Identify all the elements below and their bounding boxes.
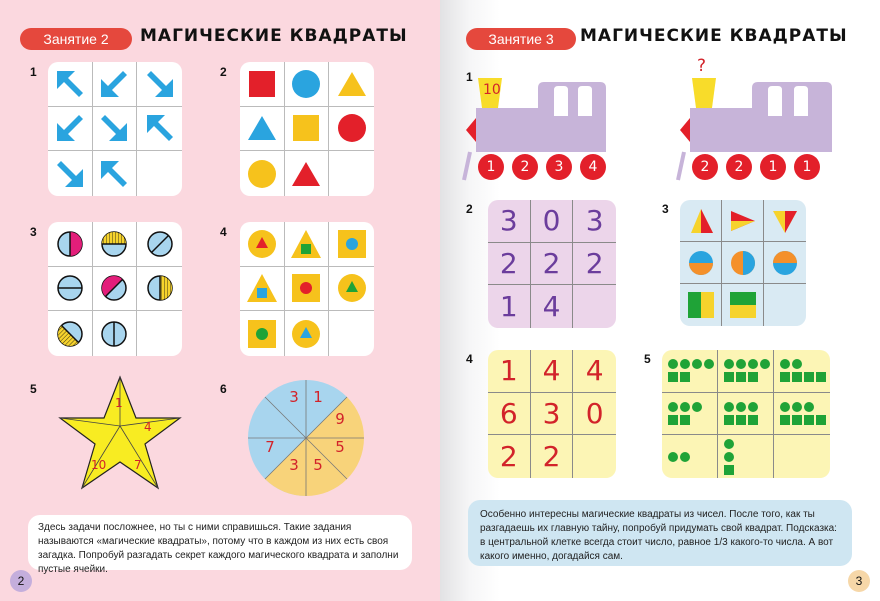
train-wheel: 4 <box>580 154 606 180</box>
split-triangle-right-icon <box>722 200 764 242</box>
shape-grid <box>240 62 374 196</box>
yellow-square-red-circle-icon <box>285 267 330 312</box>
wheel-number: 1 <box>313 388 323 406</box>
yellow-square-icon <box>285 107 330 152</box>
grid-number: 6 <box>488 393 531 436</box>
task-label-1: 1 <box>30 65 37 79</box>
wheel-number: 7 <box>265 438 275 456</box>
nested-shape-grid <box>240 222 374 356</box>
page-title-left: МАГИЧЕСКИЕ КВАДРАТЫ <box>140 26 408 46</box>
dot-cell <box>774 393 830 436</box>
blue-circle-icon <box>285 62 330 107</box>
wheel-number: 9 <box>335 410 345 428</box>
lesson-tag-left: Занятие 2 <box>20 28 132 50</box>
number-wheel <box>246 378 366 498</box>
grid-number: 2 <box>531 435 574 478</box>
yellow-triangle-icon <box>329 62 374 107</box>
dot-grid <box>662 350 830 478</box>
chimney-number: 10 <box>483 82 501 98</box>
star-number-10: 10 <box>91 458 107 472</box>
split-triangle-down-icon <box>764 200 806 242</box>
dot-cell <box>662 435 718 478</box>
empty-cell[interactable] <box>573 435 616 478</box>
train-wheel: 2 <box>692 154 718 180</box>
train-wheel: 3 <box>546 154 572 180</box>
split-square-horizontal-icon <box>722 284 764 326</box>
train-wheel: 1 <box>794 154 820 180</box>
split-circle-orange-blue-icon <box>722 242 764 284</box>
dot-cell <box>774 350 830 393</box>
empty-cell[interactable] <box>329 311 374 356</box>
arrow-down-left-icon <box>93 62 138 107</box>
arrow-up-left-icon <box>93 151 138 196</box>
dot-cell <box>662 350 718 393</box>
description-box-right <box>468 500 852 566</box>
grid-number: 2 <box>531 243 574 286</box>
task-label-1: 1 <box>466 70 473 84</box>
task-label-6: 6 <box>220 382 227 396</box>
chimney-empty[interactable] <box>696 80 712 104</box>
arrow-down-right-icon <box>93 107 138 152</box>
task-label-3: 3 <box>662 202 669 216</box>
vertical-striped-circle-icon <box>137 267 182 312</box>
arrow-down-right-icon <box>48 151 93 196</box>
yellow-triangle-blue-square-icon <box>240 267 285 312</box>
horizontal-line-circle-icon <box>48 267 93 312</box>
task-label-2: 2 <box>466 202 473 216</box>
grid-number: 2 <box>488 435 531 478</box>
grid-number: 3 <box>531 393 574 436</box>
description-box-left <box>28 515 412 575</box>
empty-cell[interactable] <box>764 284 806 326</box>
arrow-down-left-icon <box>48 107 93 152</box>
colored-shape-grid <box>680 200 806 326</box>
half-striped-circle-icon <box>93 222 138 267</box>
page-number-right: 3 <box>848 570 870 592</box>
diagonal-pink-circle-icon <box>93 267 138 312</box>
wheel-number: 5 <box>313 456 323 474</box>
empty-cell[interactable] <box>329 151 374 196</box>
dot-cell <box>718 435 774 478</box>
grid-number: 2 <box>488 243 531 286</box>
grid-number: 0 <box>573 393 616 436</box>
task-label-2: 2 <box>220 65 227 79</box>
blue-triangle-icon <box>240 107 285 152</box>
split-triangle-icon <box>680 200 722 242</box>
empty-cell[interactable] <box>573 285 616 328</box>
description-text-right: Особенно интересны магические квадраты из чисел. После того, как ты разгадаешь их главную тайну, попробуй придумать свой квадрат. Подсказка: в центральной клетке всегда стоит число, равное 1/3 какого-то числа. А вот какого именно, догадайся сам. <box>480 509 837 562</box>
grid-number: 3 <box>488 200 531 243</box>
train-2 <box>670 56 840 184</box>
train-1 <box>460 74 620 184</box>
task-label-4: 4 <box>466 352 473 366</box>
red-triangle-icon <box>285 151 330 196</box>
grid-number: 1 <box>488 285 531 328</box>
grid-number: 2 <box>573 243 616 286</box>
train-wheel: 2 <box>726 154 752 180</box>
split-square-icon <box>680 284 722 326</box>
empty-cell[interactable] <box>137 311 182 356</box>
arrow-up-left-icon <box>137 107 182 152</box>
diagonal-circle-icon <box>137 222 182 267</box>
half-pink-circle-icon <box>48 222 93 267</box>
grid-number: 4 <box>573 350 616 393</box>
split-circle-blue-orange-icon <box>680 242 722 284</box>
task-label-5: 5 <box>30 382 37 396</box>
train-wheel: 2 <box>512 154 538 180</box>
right-page <box>440 0 880 601</box>
grid-number: 3 <box>573 200 616 243</box>
arrow-up-left-icon <box>48 62 93 107</box>
yellow-circle-red-triangle-icon <box>240 222 285 267</box>
yellow-circle-blue-triangle-icon <box>285 311 330 356</box>
wheel-number: 3 <box>289 456 299 474</box>
wheel-number: 5 <box>335 438 345 456</box>
task-label-4: 4 <box>220 225 227 239</box>
page-number-left: 2 <box>10 570 32 592</box>
red-circle-icon <box>329 107 374 152</box>
red-square-icon <box>240 62 285 107</box>
empty-cell[interactable] <box>774 435 830 478</box>
task-label-5: 5 <box>644 352 651 366</box>
vertical-line-circle-icon <box>93 311 138 356</box>
yellow-circle-green-triangle-icon <box>329 267 374 312</box>
diagonal-striped-circle-icon <box>48 311 93 356</box>
grid-number: 1 <box>488 350 531 393</box>
yellow-square-green-circle-icon <box>240 311 285 356</box>
star-number-7: 7 <box>134 458 142 472</box>
lesson-tag-right: Занятие 3 <box>466 28 576 50</box>
arrow-grid <box>48 62 182 196</box>
task-label-3: 3 <box>30 225 37 239</box>
wheel-number: 3 <box>289 388 299 406</box>
empty-cell[interactable] <box>137 151 182 196</box>
yellow-triangle-green-square-icon <box>285 222 330 267</box>
yellow-circle-icon <box>240 151 285 196</box>
train-2-wheels <box>692 154 820 180</box>
grid-number: 0 <box>531 200 574 243</box>
dot-cell <box>718 393 774 436</box>
grid-number: 4 <box>531 285 574 328</box>
circle-grid <box>48 222 182 356</box>
star-number-4: 4 <box>144 420 152 434</box>
dot-cell <box>718 350 774 393</box>
number-star <box>58 374 183 492</box>
chimney-question-mark: ? <box>697 56 707 76</box>
train-1-wheels <box>478 154 606 180</box>
number-grid-purple <box>488 200 616 328</box>
train-wheel: 1 <box>478 154 504 180</box>
yellow-square-blue-circle-icon <box>329 222 374 267</box>
description-text-left: Здесь задачи посложнее, но ты с ними справишься. Такие задания называются «магические квадраты», потому что в каждом из них есть своя загадка. Попробуй разгадать секрет каждого магического квадрата и заполни пустые ячейки. <box>38 522 399 575</box>
split-circle-orange-top-icon <box>764 242 806 284</box>
grid-number: 4 <box>531 350 574 393</box>
dot-cell <box>662 393 718 436</box>
number-grid-yellow <box>488 350 616 478</box>
arrow-down-right-icon <box>137 62 182 107</box>
page-title-right: МАГИЧЕСКИЕ КВАДРАТЫ <box>580 26 848 46</box>
train-wheel: 1 <box>760 154 786 180</box>
star-number-1: 1 <box>115 396 123 410</box>
